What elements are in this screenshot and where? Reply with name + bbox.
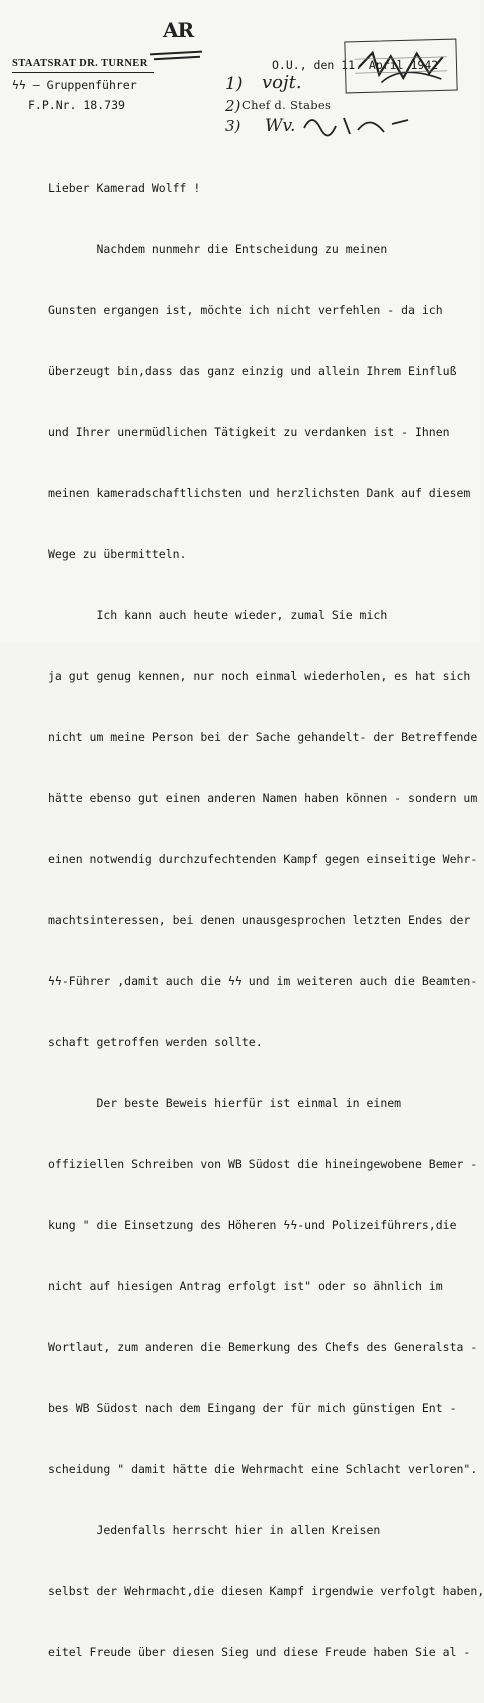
body-line: Jedenfalls herrscht hier in allen Kreisen bbox=[48, 1523, 381, 1538]
stamp-scribble-icon bbox=[350, 43, 451, 90]
mark-underline-2 bbox=[154, 56, 200, 60]
annotation-text-1: vojt. bbox=[262, 72, 302, 93]
annotation-text-3: Wv. bbox=[265, 116, 296, 136]
body-line: Nachdem nunmehr die Entscheidung zu meinen bbox=[48, 241, 388, 256]
annotation-text-2: Chef d. Stabes bbox=[242, 98, 332, 112]
body-line: machtsinteressen, bei denen unausgesprochen letzten Endes der bbox=[48, 913, 471, 928]
body-line: einen notwendig durchzufechtenden Kampf gegen einseitige Wehr- bbox=[48, 852, 478, 867]
body-line: selbst der Wehrmacht,die diesen Kampf irgendwie verfolgt haben, bbox=[48, 1584, 484, 1599]
mark-underline bbox=[150, 51, 202, 56]
body-line: nicht um meine Person bei der Sache gehandelt- der Betreffende bbox=[48, 729, 478, 744]
body-line: meinen kameradschaftlichsten und herzlichsten Dank auf diesem bbox=[48, 485, 471, 500]
initials-signature-icon bbox=[300, 110, 420, 140]
field-post-number: F.P.Nr. 18.739 bbox=[28, 98, 125, 112]
body-line: nicht auf hiesigen Antrag erfolgt ist" oder so ähnlich im bbox=[48, 1279, 443, 1294]
receipt-stamp bbox=[344, 39, 457, 94]
body-line: hätte ebenso gut einen anderen Namen haben können - sondern um bbox=[48, 791, 478, 805]
body-line: Wege zu übermitteln. bbox=[48, 546, 187, 561]
body-line: überzeugt bin,dass das ganz einzig und allein Ihrem Einfluß bbox=[48, 363, 457, 378]
rank-symbol: ϟϟ bbox=[12, 78, 26, 92]
handwritten-mark: AR bbox=[163, 18, 194, 42]
body-line: Wortlaut, zum anderen die Bemerkung des Chefs des Generalsta - bbox=[48, 1340, 478, 1355]
letter-body bbox=[48, 137, 484, 1703]
body-line: schaft getroffen werden sollte. bbox=[48, 1035, 263, 1050]
sender-name: STAATSRAT DR. TURNER bbox=[12, 58, 148, 69]
annotation-number-3: 3) bbox=[225, 117, 241, 135]
body-line: eitel Freude über diesen Sieg und diese Freude haben Sie al - bbox=[48, 1645, 471, 1660]
salutation: Lieber Kamerad Wolff ! bbox=[48, 180, 201, 195]
body-line: Ich kann auch heute wieder, zumal Sie mich bbox=[48, 607, 388, 622]
body-line: scheidung " damit hätte die Wehrmacht eine Schlacht verloren". bbox=[48, 1462, 478, 1477]
sender-underline bbox=[12, 72, 154, 73]
body-line: Gunsten ergangen ist, möchte ich nicht verfehlen - da ich bbox=[48, 302, 443, 317]
body-line: und Ihrer unermüdlichen Tätigkeit zu verdanken ist - Ihnen bbox=[48, 424, 450, 439]
body-line: kung " die Einsetzung des Höheren ϟϟ-und Polizeiführers,die bbox=[48, 1218, 457, 1233]
body-line: bes WB Südost nach dem Eingang der für mich günstigen Ent - bbox=[48, 1401, 457, 1416]
annotation-number-1: 1) bbox=[225, 74, 243, 94]
body-line: Der beste Beweis hierfür ist einmal in einem bbox=[48, 1096, 402, 1111]
annotation-number-2: 2) bbox=[225, 97, 241, 115]
body-line: ja gut genug kennen, nur noch einmal wiederholen, es hat sich bbox=[48, 668, 471, 683]
body-line: ϟϟ-Führer ,damit auch die ϟϟ und im weiteren auch die Beamten- bbox=[48, 974, 478, 989]
sender-rank bbox=[12, 78, 137, 92]
body-line: offiziellen Schreiben von WB Südost die hineingewobene Bemer - bbox=[48, 1157, 478, 1172]
rank-text: – Gruppenführer bbox=[32, 78, 137, 92]
letter-date: O.U., den 11. April 1942 bbox=[272, 58, 439, 72]
